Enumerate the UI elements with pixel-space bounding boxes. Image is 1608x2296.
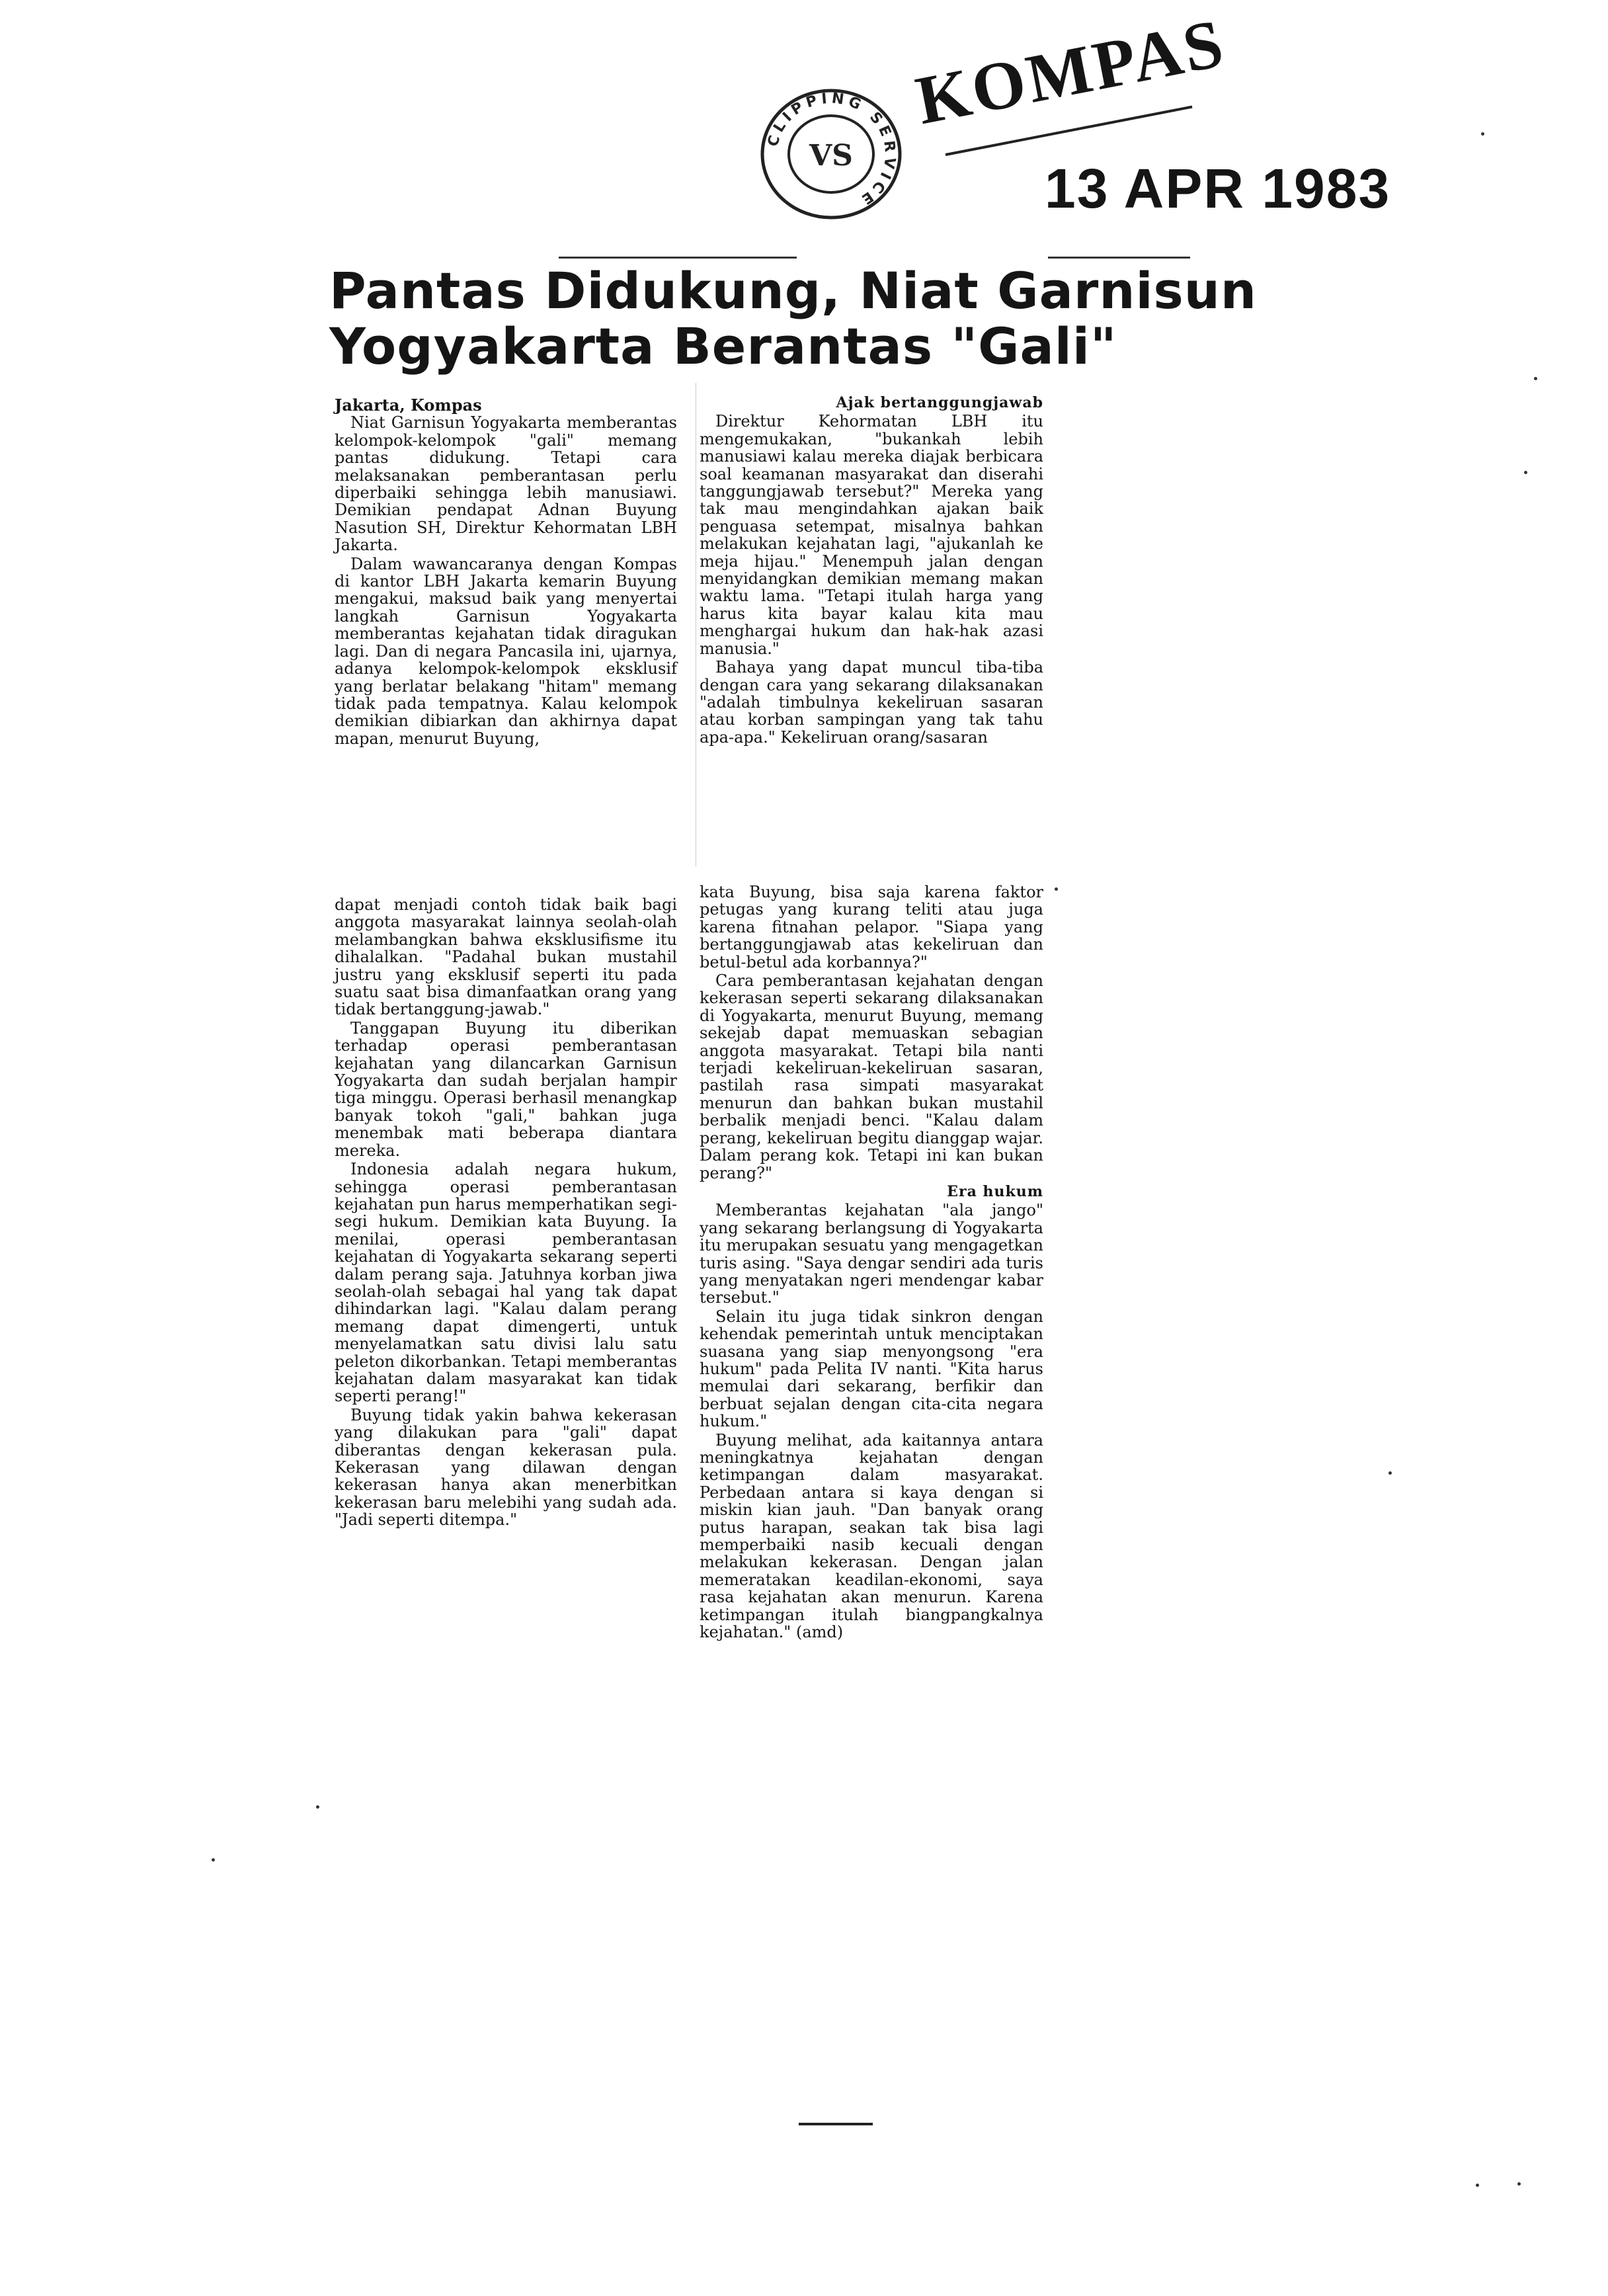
stamp-ring-text: CLIPPING SERVICE: [764, 90, 899, 210]
clipping-date: 13 APR 1983: [1045, 157, 1391, 220]
scan-speck: [212, 1858, 215, 1862]
paragraph: Cara pemberantasan kejahatan dengan kekerasan seperti sekarang dilaksanakan di Yogyakarta, menurut Buyung, memang sekejab dapat memuaskan sebagian anggota masyarakat. Tetapi bila nanti terjadi kekeliruan-kekeliruan sasaran, pastilah rasa simpati masyarakat menurun dan bahkan bukan mustahil berbalik menjadi benci. "Kalau dalam perang, kekeliruan begitu dianggap wajar. Dalam perang kok. Tetapi ini kan bukan perang?": [700, 971, 1043, 1182]
headline-rule-right: [1048, 257, 1190, 259]
paragraph: Buyung tidak yakin bahwa kekerasan yang dilakukan para "gali" dapat diberantas dengan kekerasan pula. Kekerasan yang dilawan dengan kekerasan hanya akan menerbitkan kekerasan baru melebihi yang sudah ada. "Jadi seperti ditempa.": [335, 1405, 677, 1530]
scan-speck: [1534, 377, 1537, 380]
article-end-rule: [799, 2123, 873, 2125]
paragraph: Selain itu juga tidak sinkron dengan kehendak pemerintah untuk menciptakan suasana yang siap menyongsong "era hukum" pada Pelita IV nanti. "Kita harus memulai dari sekarang, berfikir dan berbuat sejalan dengan cita-cita negara hukum.": [700, 1307, 1043, 1431]
paragraph: Buyung melihat, ada kaitannya antara meningkatnya kejahatan dengan ketimpangan dalam masyarakat. Perbedaan antara si kaya dengan si miskin kian jauh. "Dan banyak orang putus harapan, seakan tak bisa lagi memperbaiki nasib kecuali dengan melakukan kekerasan. Dengan jalan memeratakan keadilan-ekonomi, saya rasa kejahatan akan menurun. Karena ketimpangan itulah biangpangkalnya kejahatan." (amd): [700, 1430, 1043, 1642]
paragraph: Direktur Kehormatan LBH itu mengemukakan, "bukankah lebih manusiawi kalau mereka diajak berbicara soal keamanan masyarakat dan diserahi tanggungjawab tersebut?" Mereka yang tak mau mengindahkan ajakan baik penguasa setempat, misalnya bahkan melakukan kejahatan lagi, "ajukanlah ke meja hijau." Menempuh jalan dengan menyidangkan demikian memang makan waktu lama. "Tetapi itulah harga yang harus kita bayar kalau kita mau menghargai hukum dan hak-hak azasi manusia.": [700, 412, 1043, 658]
paragraph: kata Buyung, bisa saja karena faktor petugas yang kurang teliti atau juga karena fitnahan pelapor. "Siapa yang bertanggungjawab atas kekeliruan dan betul-betul ada korbannya?": [700, 883, 1043, 971]
left-column-bottom: [335, 896, 677, 1529]
clipping-service-stamp: [757, 85, 906, 224]
paragraph: Memberantas kejahatan "ala jango" yang sekarang berlangsung di Yogyakarta itu merupakan sesuatu yang mengagetkan turis asing. "Saya dengar sendiri ada turis yang menyatakan ngeri mendengar kabar tersebut.": [700, 1201, 1043, 1307]
scan-speck: [1517, 2182, 1521, 2186]
scan-speck: [1388, 1471, 1392, 1475]
left-column-top: [335, 397, 677, 747]
headline-rule-left: [559, 257, 797, 259]
paragraph: dapat menjadi contoh tidak baik bagi anggota masyarakat lainnya seolah-olah melambangkan bahwa eksklusifisme itu dihalalkan. "Padahal bukan mustahil justru yang eksklusif seperti itu pada suatu saat bisa dimanfaatkan orang yang tidak bertanggung-jawab.": [335, 895, 677, 1019]
scan-speck: [1481, 132, 1484, 136]
stamp-center-mark: VS: [809, 139, 853, 173]
right-column-top: [700, 394, 1043, 746]
paragraph: Tanggapan Buyung itu diberikan terhadap operasi pemberantasan kejahatan yang dilancarkan Garnisun Yogyakarta dan sudah berjalan hampir tiga minggu. Operasi berhasil menangkap banyak tokoh "gali," bahkan juga menembak mati beberapa diantara mereka.: [335, 1018, 677, 1160]
paragraph: Bahaya yang dapat muncul tiba-tiba dengan cara yang sekarang dilaksanakan "adalah timbulnya kekeliruan sasaran atau korban sampingan yang tak tahu apa-apa." Kekeliruan orang/sasaran: [700, 658, 1043, 747]
scan-speck: [316, 1805, 319, 1809]
paragraph: Indonesia adalah negara hukum, sehingga operasi pemberantasan kejahatan pun harus memperhatikan segi-segi hukum. Demikian kata Buyung. Ia menilai, operasi pemberantasan kejahatan di Yogyakarta sekarang seperti dalam perang saja. Jatuhnya korban jiwa seolah-olah sebagai hal yang tak dapat dihindarkan lagi. "Kalau dalam perang memang dapat dimengerti, untuk menyelamatkan satu divisi lalu satu peleton dikorbankan. Tetapi memberantas kejahatan dalam masyarakat kan tidak seperti perang!": [335, 1160, 677, 1406]
newspaper-masthead: KOMPAS: [910, 5, 1232, 140]
headline-line-2: Yogyakarta Berantas "Gali": [329, 317, 1117, 376]
paragraph: Niat Garnisun Yogyakarta memberantas kelompok-kelompok "gali" memang pantas didukung. Tetapi cara melaksanakan pemberantasan perlu diperbaiki sehingga lebih manusiawi. Demikian pendapat Adnan Buyung Nasution SH, Direktur Kehormatan LBH Jakarta.: [335, 413, 677, 555]
paragraph: Dalam wawancaranya dengan Kompas di kantor LBH Jakarta kemarin Buyung mengakui, maksud baik yang menyertai langkah Garnisun Yogyakarta memberantas kejahatan tidak diragukan lagi. Dan di negara Pancasila ini, ujarnya, adanya kelompok-kelompok eksklusif yang berlatar belakang "hitam" memang tidak pada tempatnya. Kalau kelompok demikian dibiarkan dan akhirnya dapat mapan, menurut Buyung,: [335, 554, 677, 748]
scan-speck: [1055, 887, 1058, 891]
article-headline: [329, 263, 1255, 374]
scan-speck: [1476, 2184, 1479, 2187]
dateline: Jakarta, Kompas: [335, 395, 482, 415]
scan-speck: [1524, 471, 1527, 474]
right-column-bottom: [700, 883, 1043, 1641]
subheading: Era hukum: [947, 1182, 1043, 1200]
subheading: Ajak bertanggungjawab: [836, 394, 1043, 411]
headline-line-1: Pantas Didukung, Niat Garnisun: [329, 261, 1257, 320]
